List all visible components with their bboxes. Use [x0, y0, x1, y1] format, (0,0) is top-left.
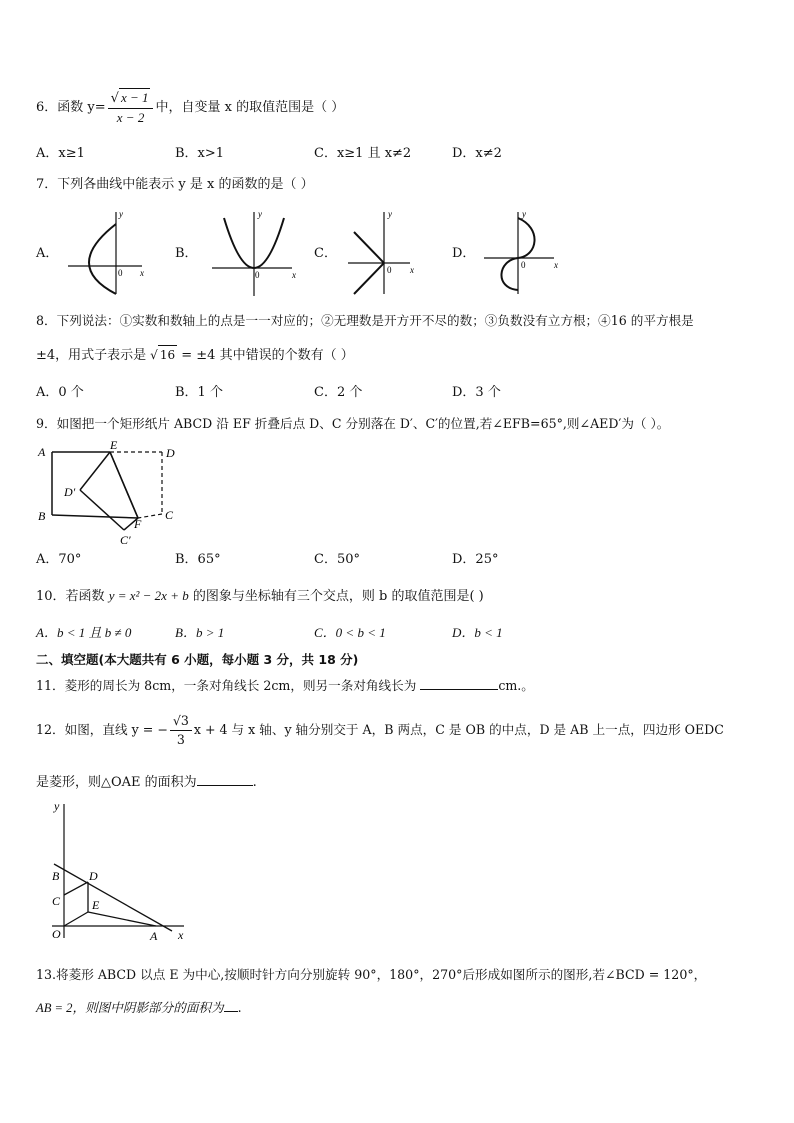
q12-label-x: x	[178, 928, 184, 942]
q10-suffix: 的图象与坐标轴有三个交点，则 b 的取值范围是( )	[188, 589, 484, 604]
q8-line2-b: = ±4	[177, 348, 216, 363]
q13-answer-blank[interactable]	[224, 998, 238, 1012]
question-8-line2: ±4，用式子表示是 √ 16 = ±4 其中错误的个数有（ ）	[36, 345, 354, 365]
question-7: 7．下列各曲线中能表示 y 是 x 的函数的是（ ）	[36, 177, 314, 192]
q12-label-y: y	[54, 799, 60, 813]
q8-option-a: A．0 个	[36, 385, 84, 400]
q9-label-a: A	[38, 445, 46, 459]
q10-prefix: 10．若函数	[36, 589, 109, 604]
q7-c-origin: 0	[387, 265, 392, 275]
question-8-line1: 8．下列说法：①实数和数轴上的点是一一对应的；②无理数是开方开不尽的数；③负数没有立方根；④16 的平方根是	[36, 313, 694, 328]
q6-option-c: C．x≥1 且 x≠2	[314, 146, 412, 161]
q9-label-d: D	[166, 446, 175, 460]
q12-label-a: A	[150, 929, 158, 943]
q9-option-a: A．70°	[36, 552, 82, 567]
q7-b-x-label: x	[292, 270, 296, 280]
q9-label-f: F	[134, 517, 142, 531]
q7-graph-b	[208, 208, 304, 298]
q7-option-c: C．	[314, 246, 337, 261]
q9-label-b: B	[38, 509, 46, 523]
q7-d-y-label: y	[522, 209, 526, 219]
q8-option-b: B．1 个	[175, 385, 223, 400]
question-12-line2	[36, 772, 257, 792]
q12-prefix: 12．如图，直线 y = −	[36, 722, 168, 737]
q12-label-b: B	[52, 869, 60, 883]
q10-option-c: C．0 < b < 1	[314, 625, 386, 640]
q7-d-x-label: x	[554, 260, 558, 270]
question-6	[36, 88, 344, 127]
q11-text: 11．菱形的周长为 8cm，一条对角线长 2cm，则另一条对角线长为	[36, 678, 417, 693]
q7-graph-c	[346, 208, 426, 298]
q10-option-d: D．b < 1	[452, 625, 503, 640]
q8-option-d: D．3 个	[452, 385, 501, 400]
q13-line2-end: .	[237, 1000, 242, 1015]
q12-answer-blank[interactable]	[197, 772, 253, 786]
section-2-title: 二、填空题(本大题共有 6 小题，每小题 3 分，共 18 分)	[36, 652, 359, 667]
q9-figure	[34, 438, 184, 548]
q9-label-cprime: C′	[120, 533, 131, 547]
q6-option-a: A．x≥1	[36, 146, 85, 161]
q9-option-d: D．25°	[452, 552, 499, 567]
q7-b-y-label: y	[258, 209, 262, 219]
q12-fraction	[170, 712, 192, 749]
q8-sqrt-16: 16	[158, 345, 177, 364]
q12-denominator: 3	[176, 732, 185, 747]
q6-option-b: B．x>1	[175, 146, 225, 161]
question-13-line1: 13.将菱形 ABCD 以点 E 为中心,按顺时针方向分别旋转 90°，180°，270°后形成如图所示的图形,若∠BCD = 120°，	[36, 967, 707, 982]
q9-option-c: C．50°	[314, 552, 360, 567]
q7-b-origin: 0	[255, 270, 260, 280]
q7-a-y-label: y	[119, 209, 123, 219]
q9-label-c: C	[165, 508, 174, 522]
q7-option-a: A．	[36, 246, 59, 261]
q10-option-b: B．b > 1	[175, 625, 225, 640]
q6-prefix: 6．函数 y=	[36, 100, 106, 115]
q12-mid: x + 4 与 x 轴、y 轴分别交于 A，B 两点，C 是 OB 的中点，D 是 AB 上一点，四边形 OEDC	[193, 722, 724, 737]
question-11	[36, 676, 534, 695]
question-10	[36, 587, 484, 606]
q7-d-origin: 0	[521, 260, 526, 270]
q10-formula: y = x² − 2x + b	[108, 588, 189, 603]
q7-option-b: B．	[175, 246, 198, 261]
q6-option-d: D．x≠2	[452, 146, 502, 161]
q12-label-o: O	[52, 927, 61, 941]
q7-c-y-label: y	[388, 209, 392, 219]
q7-a-x-label: x	[140, 268, 144, 278]
q12-label-d: D	[89, 869, 98, 883]
question-13-line2	[36, 998, 242, 1017]
q7-option-d: D．	[452, 246, 476, 261]
q12-label-c: C	[52, 894, 61, 908]
q12-line2-end: .	[252, 775, 257, 790]
q7-a-origin: 0	[118, 268, 123, 278]
q11-suffix: cm.。	[498, 678, 534, 693]
q8-line2-a: ±4，用式子表示是	[36, 348, 147, 363]
q8-line2-c: 其中错误的个数有（ ）	[215, 348, 354, 363]
q6-numerator: x − 1	[120, 90, 149, 105]
q7-graph-d	[480, 208, 570, 298]
q12-figure	[44, 798, 194, 946]
q12-numerator: √3	[170, 712, 192, 731]
q9-label-e: E	[110, 438, 118, 452]
q10-option-a: A．b < 1 且 b ≠ 0	[36, 625, 132, 640]
q9-label-dprime: D′	[64, 485, 76, 499]
q6-denominator: x − 2	[116, 110, 145, 125]
q9-option-b: B．65°	[175, 552, 221, 567]
q7-graph-a	[66, 208, 156, 298]
q11-answer-blank[interactable]	[420, 676, 498, 690]
q8-option-c: C．2 个	[314, 385, 363, 400]
q12-line2: 是菱形，则△OAE 的面积为	[36, 775, 197, 790]
q13-line2: AB = 2，则图中阴影部分的面积为	[36, 1001, 224, 1015]
q12-label-e: E	[92, 898, 100, 912]
q6-suffix: 中，自变量 x 的取值范围是（ ）	[155, 100, 345, 115]
q6-fraction: $\frac{√ x - 1}{x - 2}$	[108, 88, 154, 127]
question-9: 9．如图把一个矩形纸片 ABCD 沿 EF 折叠后点 D、C 分别落在 D′、C′的位置,若∠EFB=65°,则∠AED′为（ ）。	[36, 416, 670, 431]
q7-c-x-label: x	[410, 265, 414, 275]
question-12-line1	[36, 712, 724, 749]
